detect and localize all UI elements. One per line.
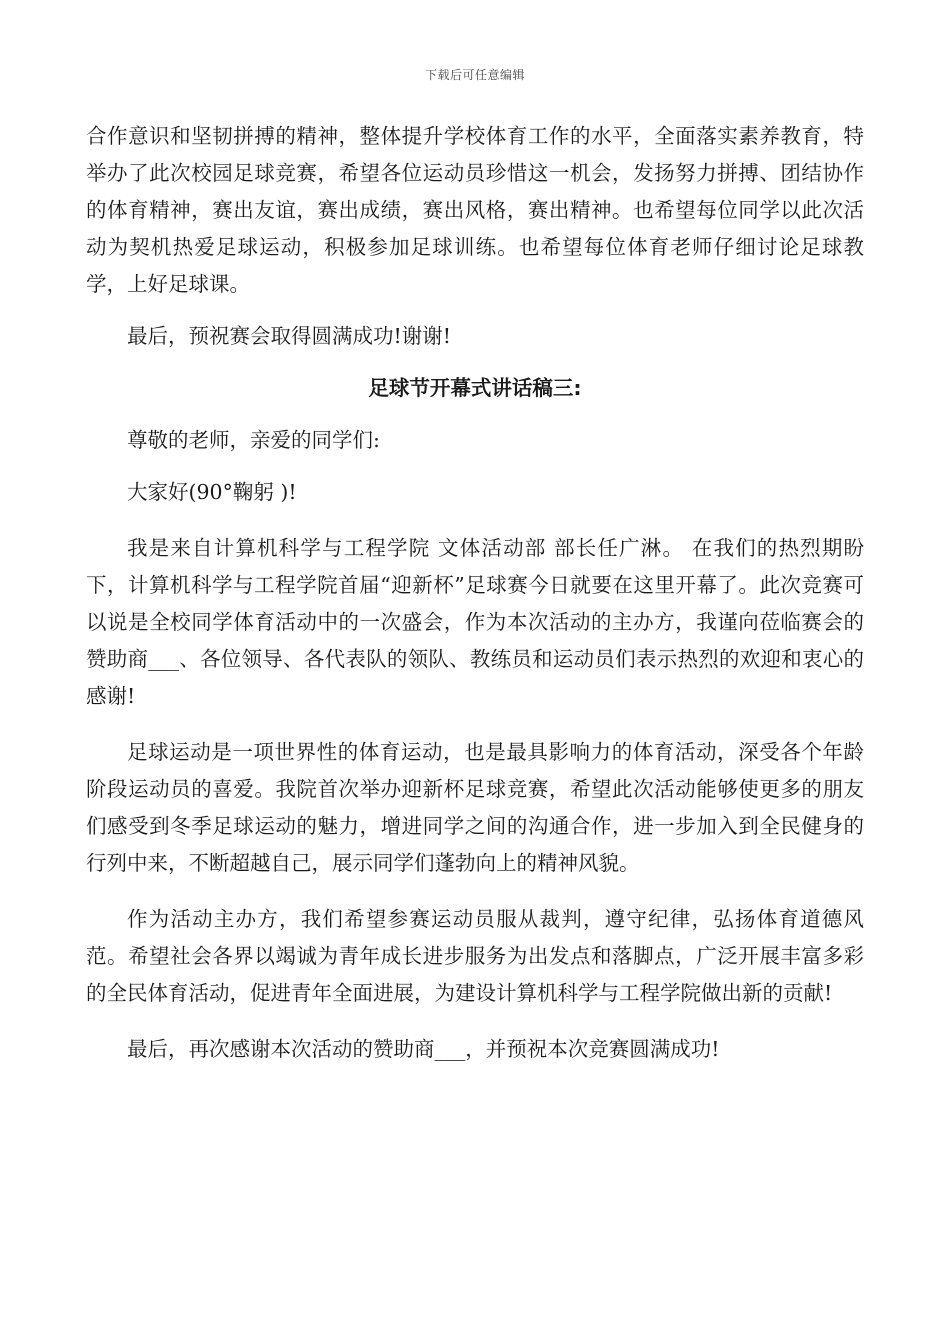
spacer (86, 715, 864, 734)
document-body (86, 118, 864, 1068)
page-header-note: 下载后可任意编辑 (424, 68, 525, 82)
spacer (86, 303, 864, 318)
body-paragraph-1: 我是来自计算机科学与工程学院 文体活动部 部长任广淋。 在我们的热烈期盼下，计算机科学与工程学院首届“迎新杯”足球赛今日就要在这里开幕了。此次竞赛可以说是全校同学体育活动中的一次盛会，作为本次活动的主办方，我谨向莅临赛会的赞助商___、各位领导、各代表队的领队、教练员和运动员们表示热烈的欢迎和衷心的感谢! (86, 536, 864, 708)
greeting: 大家好(90°鞠躬 )! (127, 480, 297, 504)
closing-paragraph-1: 最后，预祝赛会取得圆满成功!谢谢! (127, 324, 451, 348)
body-paragraph-2: 足球运动是一项世界性的体育运动，也是最具影响力的体育活动，深受各个年龄阶段运动员的喜爱。我院首次举办迎新杯足球竞赛，希望此次活动能够使更多的朋友们感受到冬季足球运动的魅力，增进同学之间的沟通合作，进一步加入到全民健身的行列中来，不断超越自己，展示同学们蓬勃向上的精神风貌。 (86, 740, 864, 875)
section-heading: 足球节开幕式讲话稿三: (368, 376, 582, 400)
spacer (86, 1012, 864, 1031)
intro-paragraph: 合作意识和坚韧拼搏的精神，整体提升学校体育工作的水平，全面落实素养教育，特举办了此次校园足球竞赛，希望各位运动员珍惜这一机会，发扬努力拼搏、团结协作的体育精神，赛出友谊，赛出成绩，赛出风格，赛出精神。也希望每位同学以此次活动为契机热爱足球运动，积极参加足球训练。也希望每位体育老师仔细讨论足球教学，上好足球课。 (86, 124, 864, 296)
spacer (86, 407, 864, 422)
spacer (86, 459, 864, 474)
spacer (86, 355, 864, 370)
salutation: 尊敬的老师，亲爱的同学们: (127, 428, 380, 452)
spacer (86, 511, 864, 530)
spacer (86, 882, 864, 901)
body-paragraph-3: 作为活动主办方，我们希望参赛运动员服从裁判，遵守纪律，弘扬体育道德风范。希望社会各界以竭诚为青年成长进步服务为出发点和落脚点，广泛开展丰富多彩的全民体育活动，促进青年全面进展，为建设计算机科学与工程学院做出新的贡献! (86, 907, 864, 1005)
closing-paragraph-2: 最后，再次感谢本次活动的赞助商___，并预祝本次竞赛圆满成功! (127, 1037, 720, 1061)
